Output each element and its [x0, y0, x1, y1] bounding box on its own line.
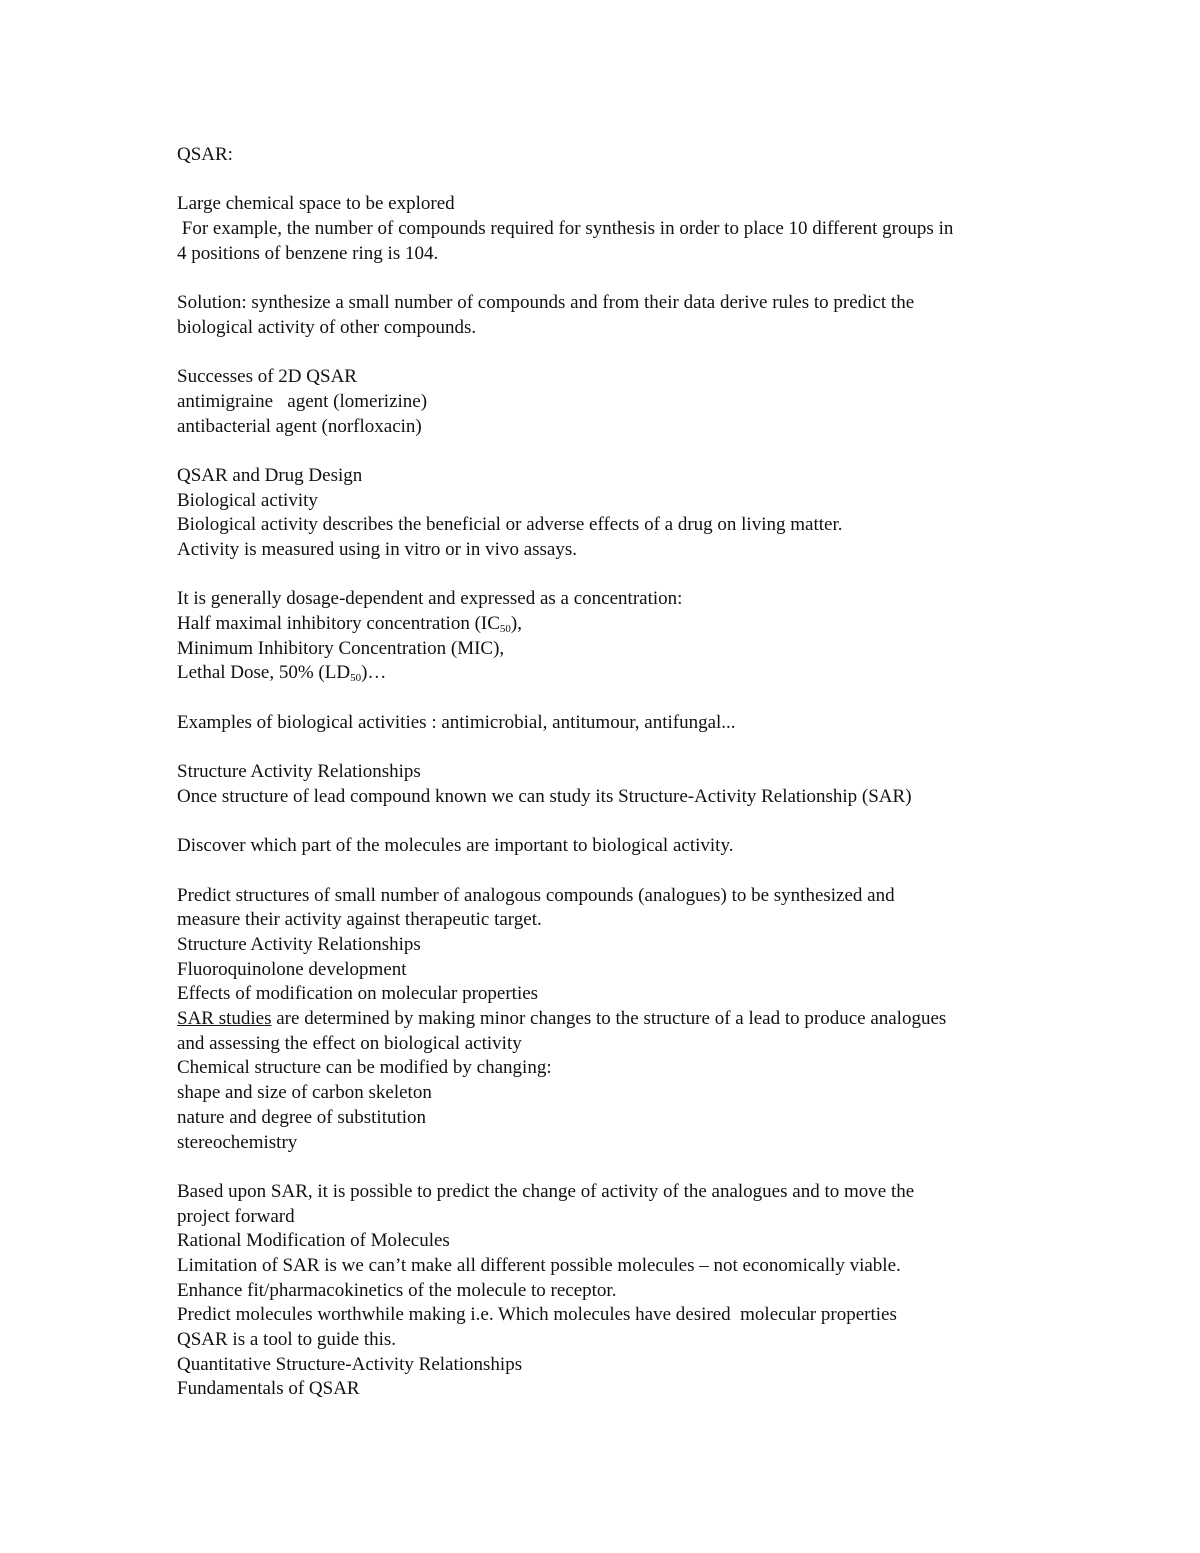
heading-qsar: QSAR:: [177, 144, 233, 165]
sar-studies-link[interactable]: SAR studies: [177, 1008, 272, 1030]
text-line: For example, the number of compounds required for synthesis in order to place 10 different groups in: [177, 218, 954, 240]
text-line: Discover which part of the molecules are important to biological activity.: [177, 835, 734, 857]
ic50-close: ),: [510, 613, 522, 635]
text-line: Structure Activity Relationships: [177, 761, 421, 783]
blank-line: [177, 439, 1077, 464]
text-line: 4 positions of benzene ring is 104.: [177, 242, 439, 264]
text-line: Limitation of SAR is we can’t make all different possible molecules – not economically viable.: [177, 1254, 901, 1276]
text-line: Fundamentals of QSAR: [177, 1378, 360, 1400]
text-line: project forward: [177, 1205, 295, 1227]
document-body: [177, 143, 1077, 1402]
ld50-text: Lethal Dose, 50% (LD: [177, 662, 351, 684]
text-line: Chemical structure can be modified by changing:: [177, 1057, 552, 1079]
sar-studies-rest: are determined by making minor changes to the structure of a lead to produce analogues: [271, 1008, 947, 1030]
blank-line: [177, 859, 1077, 884]
text-line: Enhance fit/pharmacokinetics of the molecule to receptor.: [177, 1279, 617, 1301]
text-line: antimigraine agent (lomerizine): [177, 390, 428, 412]
text-line: nature and degree of substitution: [177, 1106, 427, 1128]
ic50-subscript: 50: [499, 623, 511, 636]
text-line: Rational Modification of Molecules: [177, 1230, 450, 1252]
blank-line: [177, 686, 1077, 711]
text-line: Structure Activity Relationships: [177, 934, 421, 955]
text-line: QSAR is a tool to guide this.: [177, 1329, 397, 1350]
text-line: Based upon SAR, it is possible to predict the change of activity of the analogues and to move the: [177, 1180, 915, 1202]
blank-line: [177, 563, 1077, 588]
text-line-ld50: [177, 661, 1077, 686]
text-line: shape and size of carbon skeleton: [177, 1082, 432, 1104]
blank-line: [177, 341, 1077, 366]
text-line: Predict molecules worthwhile making i.e. Which molecules have desired molecular properties: [177, 1304, 897, 1326]
text-line: Biological activity: [177, 489, 318, 511]
text-line: Large chemical space to be explored: [177, 193, 455, 215]
blank-line: [177, 168, 1077, 193]
text-line: biological activity of other compounds.: [177, 316, 477, 338]
text-line: antibacterial agent (norfloxacin): [177, 415, 422, 437]
ld50-subscript: 50: [350, 672, 362, 685]
ic50-text: Half maximal inhibitory concentration (IC: [177, 613, 500, 635]
text-line: QSAR and Drug Design: [177, 464, 363, 486]
text-line: Examples of biological activities : antimicrobial, antitumour, antifungal...: [177, 711, 736, 733]
text-line: Predict structures of small number of analogous compounds (analogues) to be synthesized and: [177, 884, 895, 906]
text-line: Biological activity describes the beneficial or adverse effects of a drug on living matter.: [177, 514, 843, 536]
text-line: Once structure of lead compound known we can study its Structure-Activity Relationship (SAR): [177, 785, 912, 807]
text-line: Activity is measured using in vitro or in vivo assays.: [177, 539, 578, 560]
text-line: stereochemistry: [177, 1131, 298, 1153]
text-line: Successes of 2D QSAR: [177, 366, 357, 388]
blank-line: [177, 1155, 1077, 1180]
text-line: measure their activity against therapeutic target.: [177, 909, 542, 931]
blank-line: [177, 266, 1077, 291]
text-line: Fluoroquinolone development: [177, 958, 407, 980]
ld50-close: )…: [361, 662, 387, 684]
text-line: and assessing the effect on biological activity: [177, 1032, 522, 1054]
text-line: Quantitative Structure-Activity Relationships: [177, 1353, 523, 1375]
text-line: Effects of modification on molecular properties: [177, 983, 539, 1005]
text-line-ic50: [177, 612, 1077, 637]
blank-line: [177, 736, 1077, 761]
text-line: It is generally dosage-dependent and expressed as a concentration:: [177, 588, 683, 610]
blank-line: [177, 810, 1077, 835]
text-line-sar-studies: [177, 1007, 1077, 1032]
text-line: Minimum Inhibitory Concentration (MIC),: [177, 637, 505, 659]
text-line: Solution: synthesize a small number of compounds and from their data derive rules to predict the: [177, 292, 915, 314]
